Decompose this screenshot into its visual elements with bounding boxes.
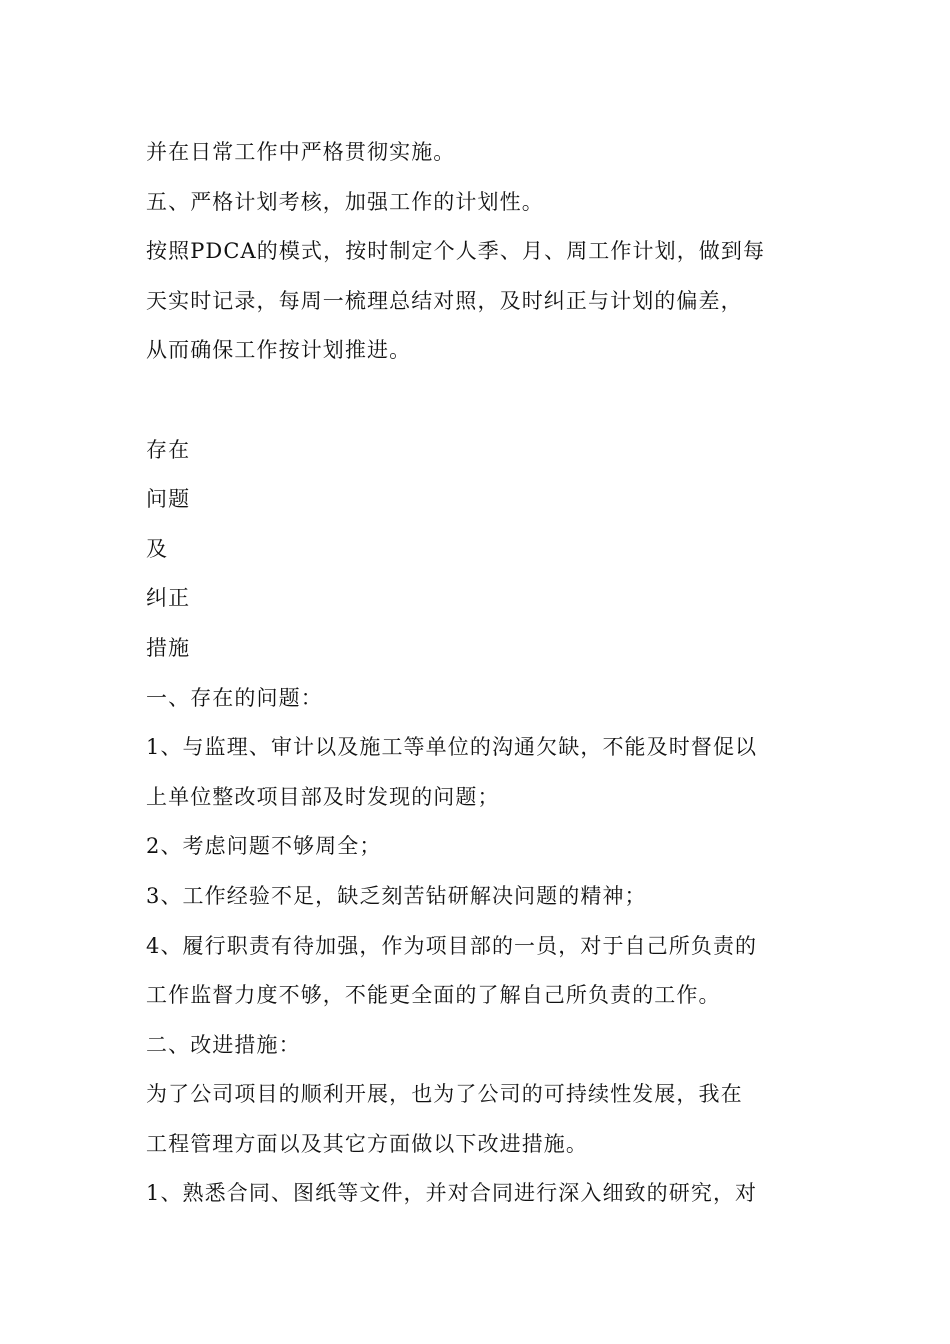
paragraph-line: 工程管理方面以及其它方面做以下改进措施。 — [146, 1131, 588, 1156]
paragraph-line: 天实时记录，每周一梳理总结对照，及时纠正与计划的偏差， — [146, 288, 743, 313]
list-item-continuation: 上单位整改项目部及时发现的问题； — [146, 784, 500, 809]
table-cell-label: 措施 — [146, 635, 191, 660]
table-cell-label: 存在 — [146, 437, 191, 462]
paragraph-line: 按照PDCA的模式，按时制定个人季、月、周工作计划，做到每 — [146, 239, 766, 264]
table-cell-label: 及 — [146, 536, 169, 561]
table-cell-label: 纠正 — [146, 586, 191, 611]
section-heading: 一、存在的问题： — [146, 685, 323, 710]
section-heading: 二、改进措施： — [146, 1032, 301, 1057]
paragraph-line: 从而确保工作按计划推进。 — [146, 338, 412, 363]
paragraph-line: 并在日常工作中严格贯彻实施。 — [146, 140, 456, 164]
paragraph-line: 为了公司项目的顺利开展，也为了公司的可持续性发展，我在 — [146, 1082, 743, 1107]
blank-line — [146, 376, 816, 426]
list-item: 4、履行职责有待加强，作为项目部的一员，对于自己所负责的 — [146, 933, 758, 958]
list-item: 2、考虑问题不够周全； — [146, 834, 382, 859]
list-item: 1、熟悉合同、图纸等文件，并对合同进行深入细致的研究，对 — [146, 1181, 758, 1206]
section-heading: 五、严格计划考核，加强工作的计划性。 — [146, 189, 544, 214]
list-item: 1、与监理、审计以及施工等单位的沟通欠缺，不能及时督促以 — [146, 735, 758, 760]
list-item-continuation: 工作监督力度不够，不能更全面的了解自己所负责的工作。 — [146, 983, 721, 1008]
table-cell-label: 问题 — [146, 487, 191, 512]
list-item: 3、工作经验不足，缺乏刻苦钻研解决问题的精神； — [146, 883, 647, 908]
document-body — [146, 128, 816, 1219]
